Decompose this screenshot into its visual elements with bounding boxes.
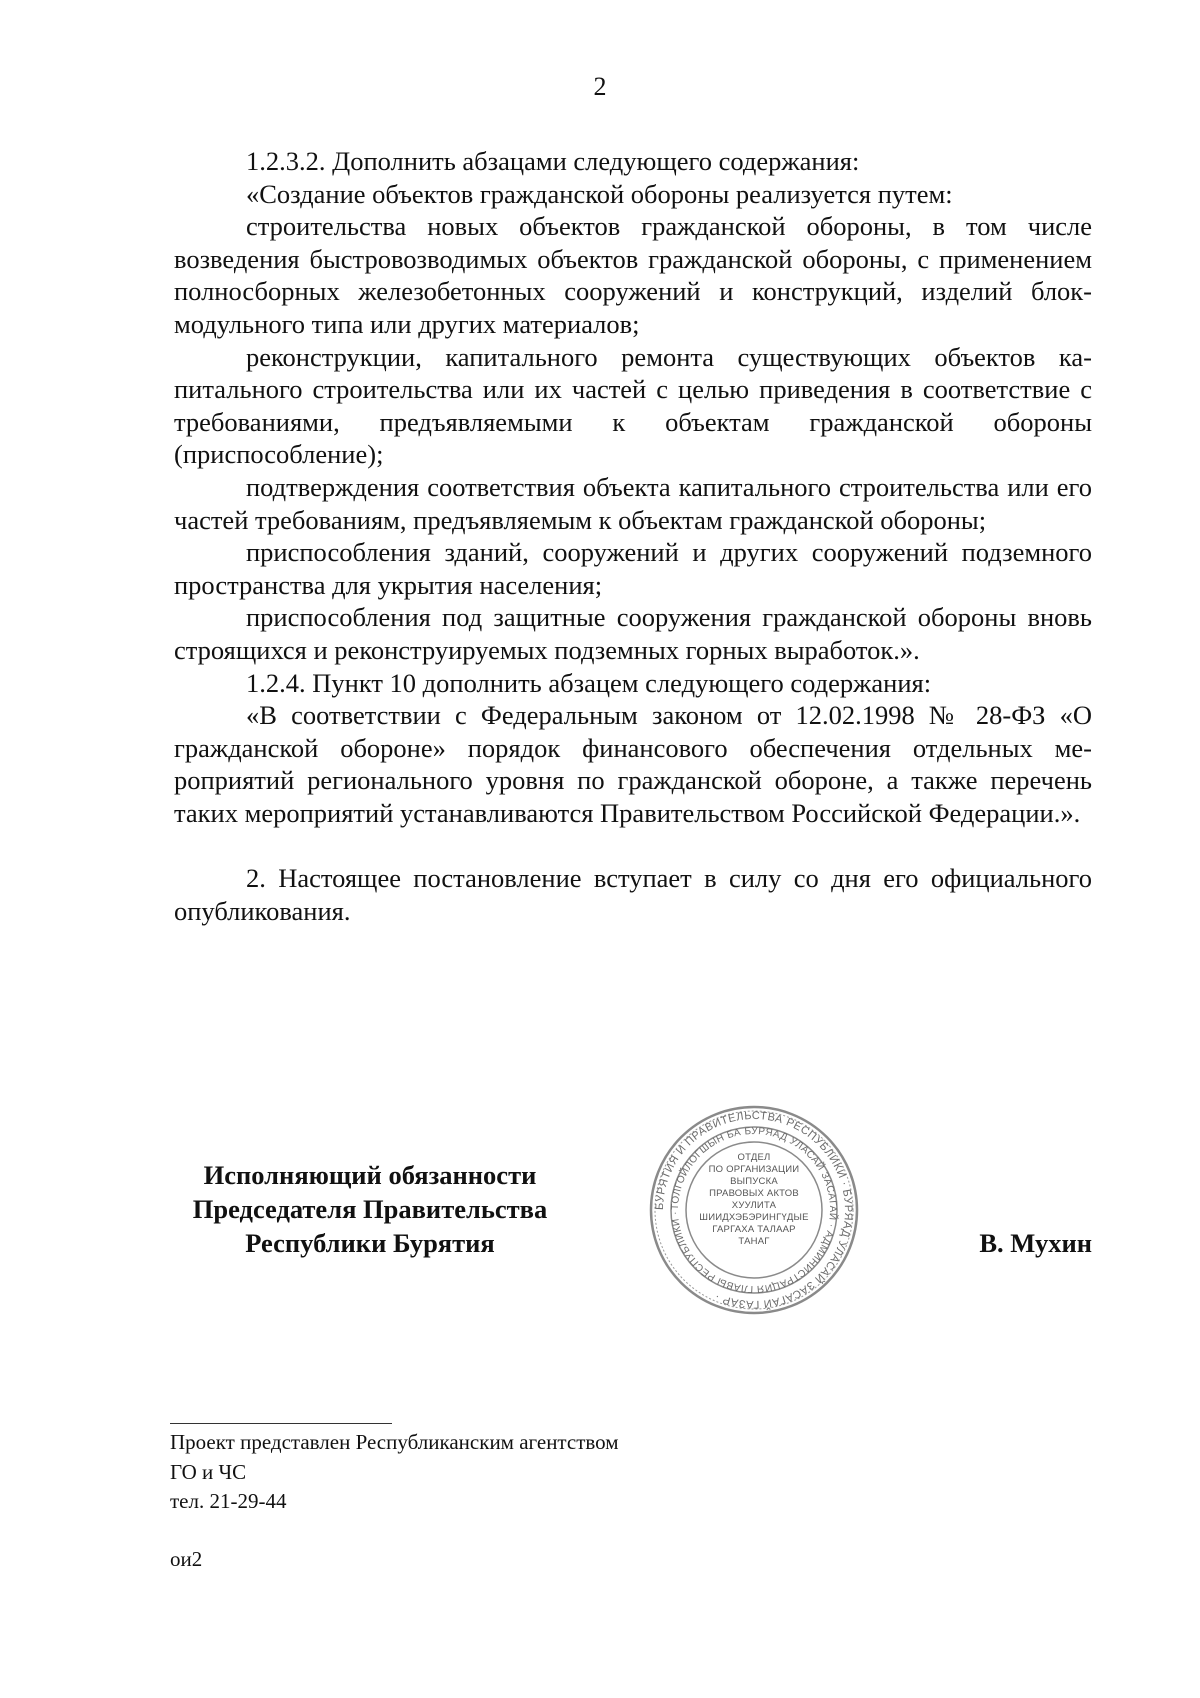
seal-outer-text: БУРЯТИЯ И ПРАВИТЕЛЬСТВА РЕСПУБЛИКИ · БУРЯАД УЛАСАЙ ЗАСАГАЙ ГАЗАР · [653, 1109, 855, 1311]
signature-title-line: Исполняющий обязанности [203, 1160, 537, 1190]
signature-title-line: Республики Бурятия [245, 1228, 495, 1258]
seal-center-line: ВЫПУСКА [730, 1176, 778, 1187]
paragraph: строительства новых объектов гражданской обороны, в том числе возведения быстровозводимых объектов гражданской обороны, с применением полносборных железобетонных сооружений и конструкций, изделий блок-модульного типа или других материалов; [174, 211, 1092, 339]
signature-block [170, 1158, 570, 1260]
signature-title-line: Председателя Правительства [192, 1194, 548, 1224]
paragraph: 2. Настоящее постановление вступает в силу со дня его официального опубликования. [174, 863, 1092, 926]
paragraph: «В соответствии с Федеральным законом от 12.02.1998 № 28-ФЗ «О гражданской обороне» порядок финансового обеспечения отдельных мероприятий регионального уровня по гражданской обороне, а также перечень таких мероприятий устанавливаются Правительством Российской Федерации.». [174, 700, 1092, 828]
seal-center-line: ШИИДХЭБЭРИНГҮДЫЕ [699, 1212, 809, 1223]
paragraph: «Создание объектов гражданской обороны реализуется путем: [246, 178, 953, 209]
document-body [174, 145, 1092, 927]
footnote-line: Проект представлен Республиканским агентством [170, 1430, 619, 1454]
footnote-line: тел. 21-29-44 [170, 1489, 287, 1513]
paragraph: подтверждения соответствия объекта капитального строительства или его частей требованиям, предъявляемым к объектам гражданской обороны; [174, 471, 1092, 535]
paragraph: приспособления зданий, сооружений и других сооружений подземного пространства для укрытия населения; [174, 537, 1092, 600]
seal-center-text [694, 1152, 814, 1248]
seal-center-line: ПРАВОВЫХ АКТОВ [709, 1188, 799, 1199]
seal-center-line: ПО ОРГАНИЗАЦИИ [708, 1164, 800, 1175]
page-number: 2 [593, 72, 607, 101]
seal-center-line: ХУУЛИТА [731, 1200, 777, 1211]
footnote-divider [170, 1423, 392, 1424]
seal-center-line: ОТДЕЛ [737, 1152, 771, 1163]
document-code: ои2 [170, 1547, 203, 1571]
seal-center-line: ГАРГАХА ТАЛААР [712, 1224, 796, 1235]
paragraph: реконструкции, капитального ремонта существующих объектов капитального строительства или их частей с целью приведения в соответствие с требованиями, предъявляемыми к объектам гражданской обороны (приспособление); [174, 341, 1092, 470]
footnote [170, 1428, 870, 1517]
paragraph: 1.2.4. Пункт 10 дополнить абзацем следующего содержания: [246, 667, 932, 698]
footnote-line: ГО и ЧС [170, 1459, 247, 1484]
seal-inner-text: ТОЛГОЙЛОГШЫН БА БУРЯАД УЛАСАЙ ЗАСАГАЙ · АДМИНИСТРАЦИЯ ГЛАВЫ РЕСПУБЛИКИ · [669, 1125, 839, 1295]
paragraph: приспособления под защитные сооружения гражданской обороны вновь строящихся и реконструируемых подземных горных выработок.». [174, 602, 1092, 665]
signatory-name: В. Мухин [979, 1228, 1092, 1258]
paragraph: 1.2.3.2. Дополнить абзацами следующего содержания: [246, 146, 860, 176]
seal-center-line: ТАНАГ [738, 1236, 770, 1247]
official-seal [648, 1104, 860, 1316]
